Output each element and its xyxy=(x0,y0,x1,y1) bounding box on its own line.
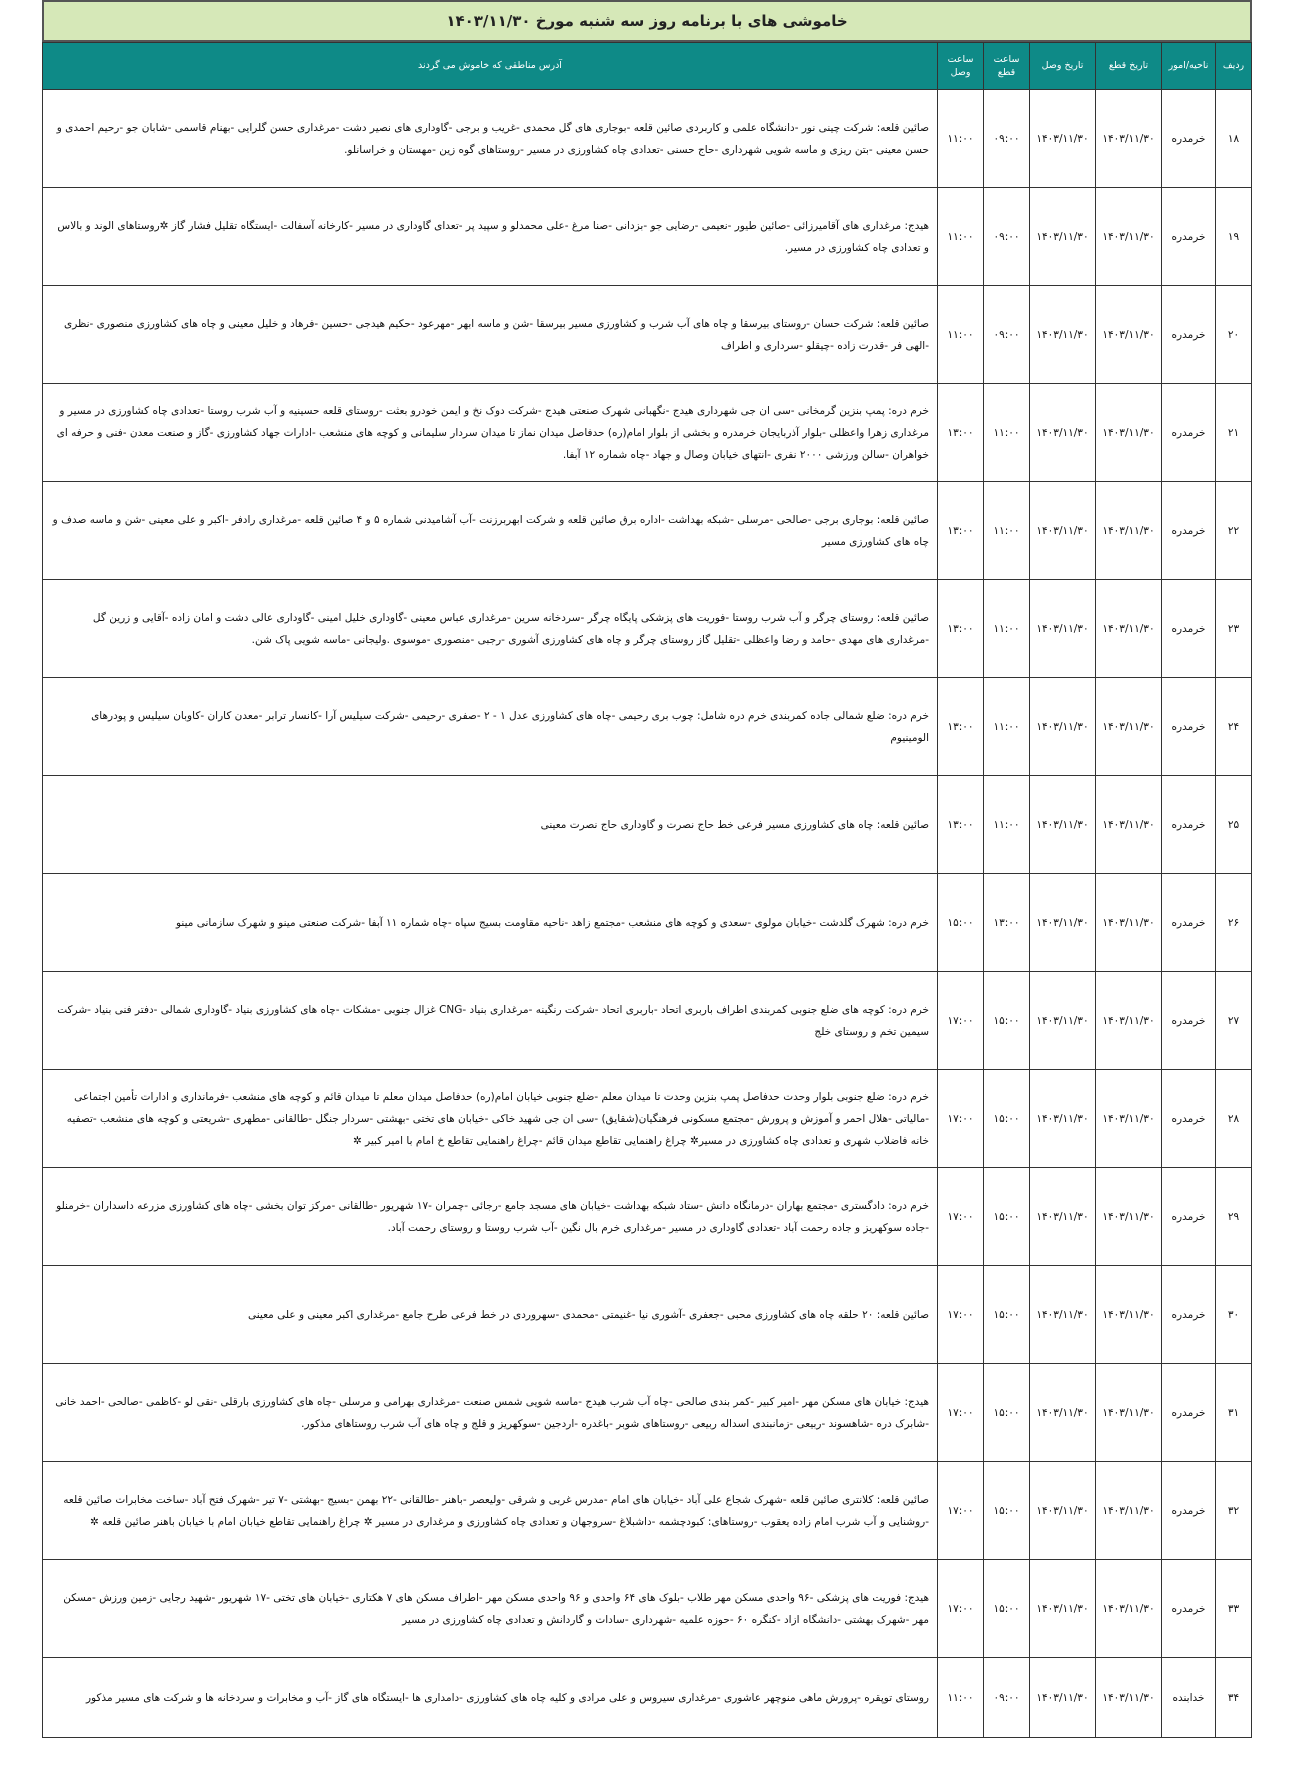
cell-cut-time: ۱۵:۰۰ xyxy=(984,972,1030,1070)
table-header-row xyxy=(43,43,1252,90)
cell-area: خدابنده xyxy=(1162,1658,1216,1738)
table-row xyxy=(43,1462,1252,1560)
cell-row-number: ۳۰ xyxy=(1216,1266,1252,1364)
cell-cut-time: ۰۹:۰۰ xyxy=(984,286,1030,384)
cell-connect-date: ۱۴۰۳/۱۱/۳۰ xyxy=(1030,384,1096,482)
cell-area: خرمدره xyxy=(1162,972,1216,1070)
cell-address: خرم دره: ضلع جنوبی بلوار وحدت حدفاصل پمپ بنزین وحدت تا میدان معلم -ضلع جنوبی خیابان امام(ره) حدفاصل میدان معلم تا میدان قائم و کوچه های منشعب -فرمانداری و ادارات تأمین اجتماعی -مالیاتی -هلال احمر و آموزش و پرورش -مجتمع مسکونی فرهنگیان(شقایق) -سی ان جی شهید خاکی -خیابان های تختی -بهشتی -سردار جنگل -طالقانی -مطهری -شریعتی و کوچه های منشعب -تصفیه خانه فاضلاب شهری و تعدادی چاه کشاورزی در مسیر✲ چراغ راهنمایی تقاطع میدان قائم -چراغ راهنمایی تقاطع خ امام با امیر کبیر ✲ xyxy=(43,1070,938,1168)
cell-row-number: ۲۱ xyxy=(1216,384,1252,482)
cell-cut-date: ۱۴۰۳/۱۱/۳۰ xyxy=(1096,580,1162,678)
table-row xyxy=(43,776,1252,874)
cell-connect-time: ۱۵:۰۰ xyxy=(938,874,984,972)
cell-row-number: ۳۲ xyxy=(1216,1462,1252,1560)
table-row xyxy=(43,972,1252,1070)
outage-table xyxy=(42,42,1252,1738)
cell-cut-date: ۱۴۰۳/۱۱/۳۰ xyxy=(1096,874,1162,972)
cell-address: روستای توپقره -پرورش ماهی منوچهر عاشوری -مرغداری سیروس و علی مرادی و کلیه چاه های کشاورزی -دامداری ها -ایستگاه های گاز -آب و مخابرات و سردخانه ها و شرکت های مسیر مذکور xyxy=(43,1658,938,1738)
cell-area: خرمدره xyxy=(1162,90,1216,188)
cell-connect-date: ۱۴۰۳/۱۱/۳۰ xyxy=(1030,580,1096,678)
table-row xyxy=(43,874,1252,972)
cell-address: صائین قلعه: بوجاری برجی -صالحی -مرسلی -شبکه بهداشت -اداره برق صائین قلعه و شرکت ابهربرزنت -آب آشامیدنی شماره ۵ و ۴ صائین قلعه -مرغداری رادفر -اکبر و علی معینی -شن و ماسه صدف و چاه های کشاورزی مسیر xyxy=(43,482,938,580)
cell-connect-time: ۱۳:۰۰ xyxy=(938,776,984,874)
cell-cut-date: ۱۴۰۳/۱۱/۳۰ xyxy=(1096,1168,1162,1266)
header-address: آدرس مناطقی که خاموش می گردند xyxy=(43,43,938,90)
cell-connect-date: ۱۴۰۳/۱۱/۳۰ xyxy=(1030,286,1096,384)
cell-cut-time: ۰۹:۰۰ xyxy=(984,90,1030,188)
cell-connect-date: ۱۴۰۳/۱۱/۳۰ xyxy=(1030,90,1096,188)
cell-address: خرم دره: دادگستری -مجتمع بهاران -درمانگاه دانش -ستاد شبکه بهداشت -خیابان های مسجد جامع -رجائی -چمران -۱۷ شهریور -طالقانی -مرکز توان بخشی -چاه های کشاورزی مزرعه داسداران -خرمنلو -جاده سوکهریز و جاده رحمت آباد -تعدادی گاوداری در مسیر -مرغداری خرم بال نگین -آب شرب روستا و روستای رحمت آباد. xyxy=(43,1168,938,1266)
cell-row-number: ۲۷ xyxy=(1216,972,1252,1070)
cell-address: خرم دره: شهرک گلدشت -خیابان مولوی -سعدی و کوچه های منشعب -مجتمع زاهد -ناحیه مقاومت بسیج سپاه -چاه شماره ۱۱ آبفا -شرکت صنعتی مینو و شهرک سازمانی مینو xyxy=(43,874,938,972)
cell-row-number: ۲۴ xyxy=(1216,678,1252,776)
cell-connect-date: ۱۴۰۳/۱۱/۳۰ xyxy=(1030,776,1096,874)
table-row xyxy=(43,1168,1252,1266)
table-row xyxy=(43,1364,1252,1462)
cell-row-number: ۳۴ xyxy=(1216,1658,1252,1738)
header-row-number: ردیف xyxy=(1216,43,1252,90)
cell-cut-date: ۱۴۰۳/۱۱/۳۰ xyxy=(1096,1462,1162,1560)
cell-connect-time: ۱۱:۰۰ xyxy=(938,1658,984,1738)
cell-connect-date: ۱۴۰۳/۱۱/۳۰ xyxy=(1030,1266,1096,1364)
cell-area: خرمدره xyxy=(1162,874,1216,972)
cell-connect-date: ۱۴۰۳/۱۱/۳۰ xyxy=(1030,874,1096,972)
cell-address: صائین قلعه: چاه های کشاورزی مسیر فرعی خط حاج نصرت و گاوداری حاج نصرت معینی xyxy=(43,776,938,874)
cell-cut-date: ۱۴۰۳/۱۱/۳۰ xyxy=(1096,482,1162,580)
cell-cut-date: ۱۴۰۳/۱۱/۳۰ xyxy=(1096,1070,1162,1168)
cell-cut-date: ۱۴۰۳/۱۱/۳۰ xyxy=(1096,384,1162,482)
cell-cut-date: ۱۴۰۳/۱۱/۳۰ xyxy=(1096,286,1162,384)
cell-connect-date: ۱۴۰۳/۱۱/۳۰ xyxy=(1030,972,1096,1070)
table-row xyxy=(43,482,1252,580)
cell-cut-time: ۱۵:۰۰ xyxy=(984,1462,1030,1560)
cell-cut-time: ۰۹:۰۰ xyxy=(984,188,1030,286)
cell-address: صائین قلعه: ۲۰ حلقه چاه های کشاورزی محبی -جعفری -آشوری نیا -غنیمتی -محمدی -سهروردی در خط فرعی طرح جامع -مرغداری اکبر معینی و علی معینی xyxy=(43,1266,938,1364)
cell-address: هیدج: خیابان های مسکن مهر -امیر کبیر -کمر بندی صالحی -چاه آب شرب هیدج -ماسه شویی شمس صنعت -مرغداری بهرامی و مرسلی -چاه های کشاورزی بارقلی -نقی لو -کاظمی -صالحی -احمد خانی -شابرک دره -شاهسوند -ربیعی -زمانبندی اسداله ربیعی -روستاهای شوبر -باغدره -اردجین -سوکهریز و قلج و چاه های آب شرب روستاهای مذکور. xyxy=(43,1364,938,1462)
table-row xyxy=(43,286,1252,384)
cell-row-number: ۲۶ xyxy=(1216,874,1252,972)
table-row xyxy=(43,580,1252,678)
cell-cut-date: ۱۴۰۳/۱۱/۳۰ xyxy=(1096,678,1162,776)
cell-cut-time: ۱۱:۰۰ xyxy=(984,384,1030,482)
table-row xyxy=(43,188,1252,286)
cell-connect-time: ۱۷:۰۰ xyxy=(938,972,984,1070)
cell-connect-date: ۱۴۰۳/۱۱/۳۰ xyxy=(1030,1658,1096,1738)
table-row xyxy=(43,1658,1252,1738)
cell-address: خرم دره: کوچه های ضلع جنوبی کمربندی اطراف باربری اتحاد -باربری اتحاد -شرکت رنگینه -مرغداری بنیاد -CNG غزال جنوبی -مشکات -چاه های کشاورزی بنیاد -گاوداری شمالی -دفتر فنی بنیاد -شرکت سیمین تخم و روستای خلج xyxy=(43,972,938,1070)
cell-cut-time: ۱۵:۰۰ xyxy=(984,1266,1030,1364)
cell-connect-date: ۱۴۰۳/۱۱/۳۰ xyxy=(1030,1462,1096,1560)
cell-cut-date: ۱۴۰۳/۱۱/۳۰ xyxy=(1096,188,1162,286)
cell-cut-time: ۱۱:۰۰ xyxy=(984,580,1030,678)
cell-cut-date: ۱۴۰۳/۱۱/۳۰ xyxy=(1096,90,1162,188)
cell-row-number: ۱۹ xyxy=(1216,188,1252,286)
cell-address: صائین قلعه: شرکت چینی نور -دانشگاه علمی و کاربردی صائین قلعه -بوجاری های گل محمدی -غریب و برجی -گاوداری های نصیر دشت -مرغداری حسن گلرایی -بهنام قاسمی -شابان جو -رحیم احمدی و حسن معینی -بتن ریزی و ماسه شویی شهرداری -حاج حسنی -تعدادی چاه کشاورزی در مسیر -روستاهای گوه زین -مهستان و خراسانلو. xyxy=(43,90,938,188)
cell-cut-date: ۱۴۰۳/۱۱/۳۰ xyxy=(1096,1364,1162,1462)
cell-cut-time: ۱۵:۰۰ xyxy=(984,1560,1030,1658)
page-title: خاموشی های با برنامه روز سه شنبه مورخ ۱۴۰۳/۱۱/۳۰ xyxy=(42,0,1252,42)
cell-area: خرمدره xyxy=(1162,1560,1216,1658)
cell-area: خرمدره xyxy=(1162,678,1216,776)
cell-area: خرمدره xyxy=(1162,482,1216,580)
cell-connect-time: ۱۷:۰۰ xyxy=(938,1070,984,1168)
cell-connect-time: ۱۷:۰۰ xyxy=(938,1168,984,1266)
cell-address: صائین قلعه: شرکت حسان -روستای بیرسقا و چاه های آب شرب و کشاورزی مسیر بیرسقا -شن و ماسه ابهر -مهرعود -حکیم هیدجی -حسین -فرهاد و خلیل معینی و چاه های کشاورزی منصوری -نظری -الهی فر -قدرت زاده -چیقلو -سرداری و اطراف xyxy=(43,286,938,384)
cell-connect-time: ۱۱:۰۰ xyxy=(938,90,984,188)
table-row xyxy=(43,1560,1252,1658)
cell-area: خرمدره xyxy=(1162,384,1216,482)
cell-area: خرمدره xyxy=(1162,286,1216,384)
header-cut-date: تاریخ قطع xyxy=(1096,43,1162,90)
cell-row-number: ۲۵ xyxy=(1216,776,1252,874)
cell-cut-date: ۱۴۰۳/۱۱/۳۰ xyxy=(1096,1266,1162,1364)
cell-cut-time: ۱۵:۰۰ xyxy=(984,1168,1030,1266)
cell-area: خرمدره xyxy=(1162,1462,1216,1560)
cell-cut-date: ۱۴۰۳/۱۱/۳۰ xyxy=(1096,1560,1162,1658)
cell-cut-time: ۱۱:۰۰ xyxy=(984,776,1030,874)
cell-address: خرم دره: پمپ بنزین گرمخانی -سی ان جی شهرداری هیدج -نگهبانی شهرک صنعتی هیدج -شرکت دوک نخ و ایمن خودرو بعثت -روستای قلعه حسینیه و آب شرب روستا -تعدادی چاه کشاورزی در مسیر و مرغداری زهرا واعظلی -بلوار آذربایجان خرمدره و بخشی از بلوار امام(ره) حدفاصل میدان نماز تا میدان سردار سلیمانی و کوچه های منشعب -ادارات جهاد کشاورزی -گاز و صنعت معدن -فنی و حرفه ای خواهران -سالن ورزشی ۲۰۰۰ نفری -انتهای خیابان وصال و جهاد -چاه شماره ۱۲ آبفا. xyxy=(43,384,938,482)
cell-connect-time: ۱۷:۰۰ xyxy=(938,1364,984,1462)
table-row xyxy=(43,1266,1252,1364)
cell-row-number: ۲۳ xyxy=(1216,580,1252,678)
cell-connect-time: ۱۳:۰۰ xyxy=(938,580,984,678)
cell-area: خرمدره xyxy=(1162,1070,1216,1168)
cell-connect-date: ۱۴۰۳/۱۱/۳۰ xyxy=(1030,1364,1096,1462)
cell-connect-date: ۱۴۰۳/۱۱/۳۰ xyxy=(1030,1168,1096,1266)
cell-address: صائین قلعه: روستای چرگر و آب شرب روستا -فوریت های پزشکی پایگاه چرگر -سردخانه سرین -مرغداری عباس معینی -گاوداری خلیل امینی -گاوداری عالی دشت و امان زاده -آقایی و زرین گل -مرغداری های مهدی -حامد و رضا واعظلی -تقلیل گاز روستای چرگر و چاه های کشاورزی آشوری -رجبی -منصوری -موسوی .ولیجانی -ماسه شویی پاک شن. xyxy=(43,580,938,678)
cell-cut-time: ۱۳:۰۰ xyxy=(984,874,1030,972)
cell-address: هیدج: فوریت های پزشکی -۹۶ واحدی مسکن مهر طلاب -بلوک های ۶۴ واحدی و ۹۶ واحدی مسکن مهر -اطراف مسکن های ۷ هکتاری -خیابان های تختی -۱۷ شهریور -شهید رجایی -زمین ورزش -مسکن مهر -شهرک بهشتی -دانشگاه ازاد -کنگره ۶۰ -حوزه علمیه -شهرداری -سادات و گاردانش و تعدادی چاه کشاورزی در مسیر xyxy=(43,1560,938,1658)
cell-row-number: ۲۰ xyxy=(1216,286,1252,384)
cell-area: خرمدره xyxy=(1162,1364,1216,1462)
cell-address: هیدج: مرغداری های آقامیرزائی -صائین طیور -نعیمی -رضایی جو -بزدانی -صنا مرغ -علی محمدلو و سپید پر -تعدای گاوداری در مسیر -کارخانه آسفالت -ایستگاه تقلیل فشار گاز ✲روستاهای الوند و بالاس و تعدادی چاه کشاورزی در مسیر. xyxy=(43,188,938,286)
cell-area: خرمدره xyxy=(1162,580,1216,678)
table-row xyxy=(43,384,1252,482)
cell-cut-time: ۱۱:۰۰ xyxy=(984,678,1030,776)
cell-area: خرمدره xyxy=(1162,1266,1216,1364)
cell-connect-time: ۱۳:۰۰ xyxy=(938,384,984,482)
table-row xyxy=(43,1070,1252,1168)
cell-cut-date: ۱۴۰۳/۱۱/۳۰ xyxy=(1096,972,1162,1070)
cell-cut-date: ۱۴۰۳/۱۱/۳۰ xyxy=(1096,776,1162,874)
header-connect-time: ساعت وصل xyxy=(938,43,984,90)
cell-connect-time: ۱۷:۰۰ xyxy=(938,1462,984,1560)
cell-connect-date: ۱۴۰۳/۱۱/۳۰ xyxy=(1030,678,1096,776)
cell-area: خرمدره xyxy=(1162,188,1216,286)
cell-connect-time: ۱۷:۰۰ xyxy=(938,1560,984,1658)
header-area: ناحیه/امور xyxy=(1162,43,1216,90)
header-connect-date: تاریخ وصل xyxy=(1030,43,1096,90)
cell-connect-time: ۱۷:۰۰ xyxy=(938,1266,984,1364)
cell-connect-time: ۱۱:۰۰ xyxy=(938,188,984,286)
cell-row-number: ۲۸ xyxy=(1216,1070,1252,1168)
table-row xyxy=(43,90,1252,188)
cell-cut-time: ۱۵:۰۰ xyxy=(984,1364,1030,1462)
header-cut-time: ساعت قطع xyxy=(984,43,1030,90)
cell-cut-time: ۱۱:۰۰ xyxy=(984,482,1030,580)
cell-row-number: ۳۱ xyxy=(1216,1364,1252,1462)
table-row xyxy=(43,678,1252,776)
cell-connect-date: ۱۴۰۳/۱۱/۳۰ xyxy=(1030,1560,1096,1658)
cell-cut-date: ۱۴۰۳/۱۱/۳۰ xyxy=(1096,1658,1162,1738)
cell-connect-time: ۱۳:۰۰ xyxy=(938,678,984,776)
cell-row-number: ۳۳ xyxy=(1216,1560,1252,1658)
cell-connect-time: ۱۱:۰۰ xyxy=(938,286,984,384)
cell-cut-time: ۰۹:۰۰ xyxy=(984,1658,1030,1738)
cell-area: خرمدره xyxy=(1162,776,1216,874)
cell-cut-time: ۱۵:۰۰ xyxy=(984,1070,1030,1168)
cell-row-number: ۲۹ xyxy=(1216,1168,1252,1266)
cell-address: خرم دره: ضلع شمالی جاده کمربندی خرم دره شامل: چوب بری رحیمی -چاه های کشاورزی عدل ۱ - ۲ -صفری -رحیمی -شرکت سیلیس آرا -کانسار ترابر -معدن کاران -کاوبان سیلیس و پودرهای الومینیوم xyxy=(43,678,938,776)
cell-connect-date: ۱۴۰۳/۱۱/۳۰ xyxy=(1030,482,1096,580)
cell-address: صائین قلعه: کلانتری صائین قلعه -شهرک شجاع علی آباد -خیابان های امام -مدرس غربی و شرقی -ولیعصر -باهنر -طالقانی -۲۲ بهمن -بسیج -بهشتی -۷ تیر -شهرک فتح آباد -ساخت مخابرات صائین قلعه -روشنایی و آب شرب امام زاده یعقوب -روستاهای: کبودچشمه -داشبلاغ -سروجهان و تعدادی چاه کشاورزی و مرغداری در مسیر ✲ چراغ راهنمایی تقاطع خیابان امام با خیابان باهنر صائین قلعه ✲ xyxy=(43,1462,938,1560)
cell-connect-date: ۱۴۰۳/۱۱/۳۰ xyxy=(1030,1070,1096,1168)
cell-row-number: ۲۲ xyxy=(1216,482,1252,580)
cell-row-number: ۱۸ xyxy=(1216,90,1252,188)
cell-connect-time: ۱۳:۰۰ xyxy=(938,482,984,580)
cell-connect-date: ۱۴۰۳/۱۱/۳۰ xyxy=(1030,188,1096,286)
document-sheet xyxy=(42,0,1252,1738)
cell-area: خرمدره xyxy=(1162,1168,1216,1266)
